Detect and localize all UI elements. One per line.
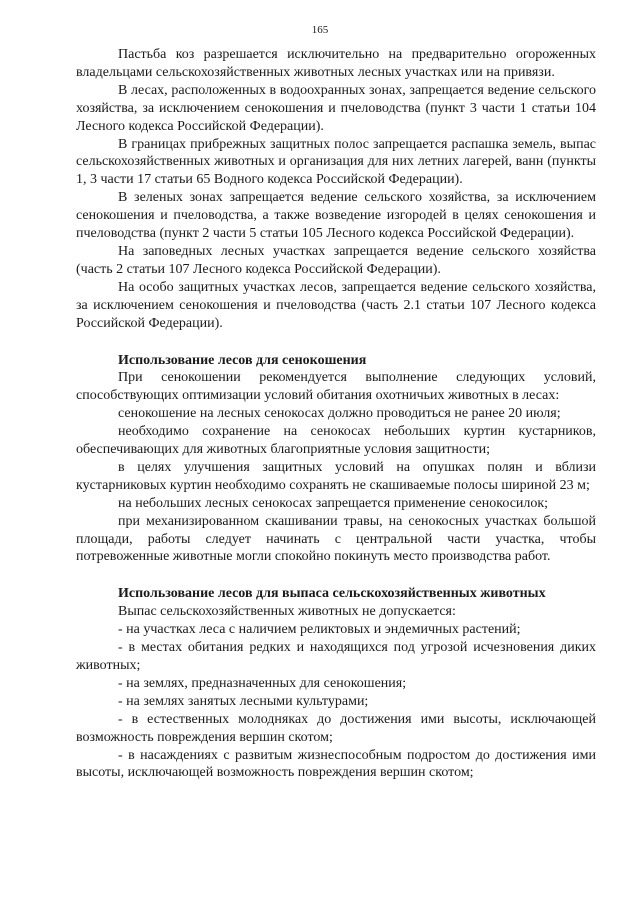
page-number: 165 [311, 24, 329, 36]
paragraph: Пастьба коз разрешается исключительно на предварительно огороженных владельцами сельскохозяйственных животных лесных участках или на привязи. [76, 47, 596, 80]
paragraph: В лесах, расположенных в водоохранных зонах, запрещается ведение сельского хозяйства, за исключением сенокошения и пчеловодства (пункт 3 части 1 статьи 104 Лесного кодекса Российской Федерации). [76, 82, 596, 134]
list-item: - в местах обитания редких и находящихся под угрозой исчезновения диких животных; [76, 640, 596, 673]
list-item: сенокошение на лесных сенокосах должно проводиться не ранее 20 июля; [118, 406, 561, 422]
list-item: необходимо сохранение на сенокосах небольших куртин кустарников, обеспечивающих для животных благоприятные условия защитности; [76, 424, 596, 458]
section-spacer [76, 333, 596, 352]
list-item: - на землях, предназначенных для сенокошения; [118, 675, 407, 691]
list-item: при механизированном скашивании травы, на сенокосных участках большой площади, работы следует начинать с центральной части участка, чтобы потревоженные животные могли спокойно покинуть место производства работ. [76, 513, 596, 565]
list-item: на небольших лесных сенокосах запрещается применение сенокосилок; [118, 495, 549, 511]
paragraph: На заповедных лесных участках запрещается ведение сельского хозяйства (часть 2 статьи 107 Лесного кодекса Российской Федерации). [76, 243, 596, 277]
section-heading-grazing: Использование лесов для выпаса сельскохозяйственных животных [118, 586, 546, 602]
section-heading-haymaking: Использование лесов для сенокошения [118, 352, 367, 368]
list-item: - на участках леса с наличием реликтовых и эндемичных растений; [118, 622, 521, 638]
paragraph: В зеленых зонах запрещается ведение сельского хозяйства, за исключением сенокошения и пчеловодства, а также возведение изгородей в целях сенокошения и пчеловодства (пункт 2 части 5 статьи 105 Лесного кодекса Российской Федерации). [76, 190, 596, 242]
page-content [76, 46, 596, 782]
list-item: - в насаждениях с развитым жизнеспособным подростом до достижения ими высоты, исключающей возможность повреждения вершин скотом; [76, 747, 596, 781]
section-spacer [76, 566, 596, 585]
list-item: в целях улучшения защитных условий на опушках полян и вблизи кустарниковых куртин необходимо сохранять не скашиваемые полосы шириной 23 м; [76, 459, 596, 493]
paragraph: В границах прибрежных защитных полос запрещается распашка земель, выпас сельскохозяйственных животных и организация для них летних лагерей, ванн (пункты 1, 3 части 17 статьи 65 Водного кодекса Российской Федерации). [76, 136, 596, 188]
paragraph: На особо защитных участках лесов, запрещается ведение сельского хозяйства, за исключением сенокошения и пчеловодства (часть 2.1 статьи 107 Лесного кодекса Российской Федерации). [76, 279, 596, 331]
paragraph: При сенокошении рекомендуется выполнение следующих условий, способствующих оптимизации условий обитания охотничьих животных в лесах: [76, 370, 596, 404]
list-item: - в естественных молодняках до достижения ими высоты, исключающей возможность повреждения вершин скотом; [76, 711, 596, 745]
paragraph: Выпас сельскохозяйственных животных не допускается: [118, 604, 456, 620]
list-item: - на землях занятых лесными культурами; [118, 693, 369, 709]
